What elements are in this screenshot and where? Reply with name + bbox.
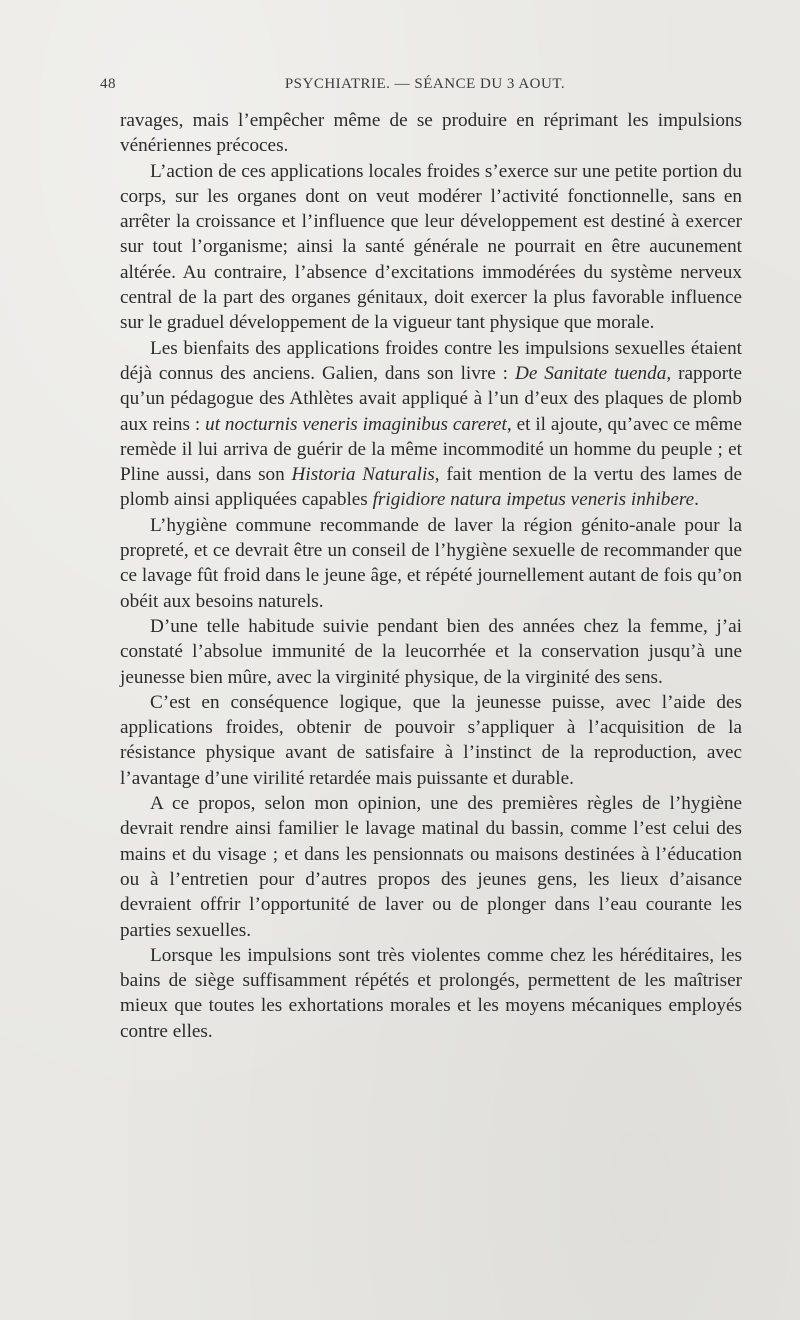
page-number: 48 xyxy=(100,76,116,92)
latin-title-de-sanitate: De Sanitate tuenda xyxy=(514,362,667,384)
paragraph-3-text-g: , fait mention de la vertu des lames de plomb ainsi appliquées capables xyxy=(120,464,742,511)
paragraph-6: C’est en conséquence logique, que la jeunesse puisse, avec l’aide des applications froides, obtenir de pouvoir s’appliquer à l’acquisition de la résistance physique avant de satisfaire à l’instinct de la reproduction, avec l’avantage d’une virilité retardée mais puissante et durable. xyxy=(120,691,742,789)
paragraph-3 xyxy=(120,336,742,513)
paragraph-3-text-c: , rapporte qu’un pédagogue des Athlètes avait appliqué à l’un d’eux des plaques de plomb aux reins : xyxy=(120,362,743,435)
paragraph-5: D’une telle habitude suivie pendant bien des années chez la femme, j’ai constaté l’absolue immunité de la leucorrhée et la conservation jusqu’à une jeunesse bien mûre, avec la virginité physique, de la virginité des sens. xyxy=(120,615,742,688)
paragraph-3-text-i: . xyxy=(694,489,699,511)
latin-quote-nocturnis: ut nocturnis veneris imaginibus careret xyxy=(205,413,507,435)
paragraph-7: A ce propos, selon mon opinion, une des premières règles de l’hygiène devrait rendre ainsi familier le lavage matinal du bassin, comme l’est celui des mains et du visage ; et dans les pensionnats ou maisons destinées à l’éducation ou à l’entretien pour d’autres propos des jeunes gens, les lieux d’aisance devraient offrir l’opportunité de laver ou de plonger dans l’eau courante les parties sexuelles. xyxy=(120,793,742,941)
paragraph-1: ravages, mais l’empêcher même de se produire en réprimant les impulsions vénériennes précoces. xyxy=(120,110,742,157)
running-header xyxy=(100,76,720,100)
paragraph-8: Lorsque les impulsions sont très violentes comme chez les héréditaires, les bains de siège suffisamment répétés et prolongés, permettent de les maîtriser mieux que toutes les exhortations morales et les moyens mécaniques employés contre elles. xyxy=(120,944,742,1042)
paragraph-2: L’action de ces applications locales froides s’exerce sur une petite portion du corps, sur les organes dont on veut modérer l’activité fonctionnelle, sans en arrêter la croissance et l’influence que leur développement est destiné à exercer sur tout l’organisme; ainsi la santé générale ne pourrait en être aucunement altérée. Au contraire, l’absence d’excitations immodérées du système nerveux central de la part des organes génitaux, doit exercer la plus favorable influence sur le graduel développement de la vigueur tant physique que morale. xyxy=(120,160,742,334)
latin-title-historia: Historia Naturalis xyxy=(291,464,435,486)
paragraph-4: L’hygiène commune recommande de laver la région génito-anale pour la propreté, et ce devrait être un conseil de l’hygiène sexuelle de recommander que ce lavage fût froid dans le jeune âge, et répété journellement autant de fois qu’on obéit aux besoins naturels. xyxy=(120,514,742,612)
paragraph-3-text-a: Les bienfaits des applications froides contre les impulsions sexuelles étaient déjà connus des anciens. Galien, dans son livre : xyxy=(120,337,742,384)
running-title: PSYCHIATRIE. — SÉANCE DU 3 AOUT. xyxy=(284,76,566,92)
latin-quote-frigidiore: frigidiore natura impetus veneris inhibere xyxy=(372,489,695,511)
paragraph-3-text-e: , et il ajoute, qu’avec ce même remède il lui arriva de guérir de la même incommodité un homme du peuple ; et Pline aussi, dans son xyxy=(120,413,742,486)
body-text xyxy=(120,108,742,1044)
